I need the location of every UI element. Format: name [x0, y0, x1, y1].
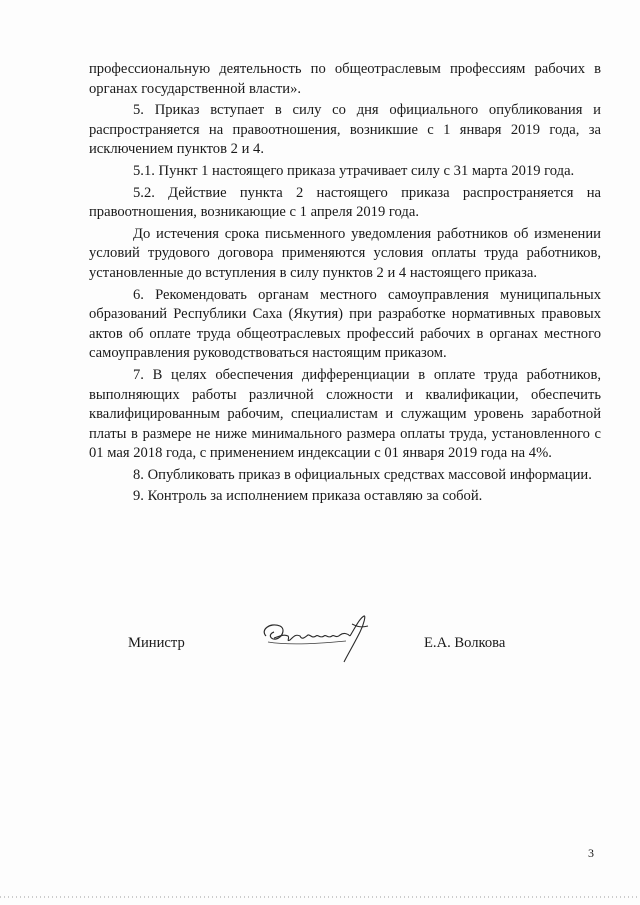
paragraph-9: 9. Контроль за исполнением приказа оставляю за собой.: [133, 488, 483, 505]
page-number: 3: [588, 846, 594, 860]
handwritten-signature: [256, 612, 374, 668]
paragraph-intro: профессиональную деятельность по общеотраслевым профессиям рабочих в органах государственной власти».: [89, 61, 601, 97]
paragraph-5: 5. Приказ вступает в силу со дня официального опубликования и распространяется на правоотношения, возникшие с 1 января 2019 года, за исключением пунктов 2 и 4.: [89, 102, 601, 158]
paragraph-5-2: 5.2. Действие пункта 2 настоящего приказа распространяется на правоотношения, возникающие с 1 апреля 2019 года.: [89, 184, 601, 221]
paragraph-5-1: 5.1. Пункт 1 настоящего приказа утрачивает силу с 31 марта 2019 года.: [133, 162, 575, 179]
signatory-title: Министр: [128, 635, 185, 651]
paragraph-notice: До истечения срока письменного уведомления работников об изменении условий трудового договора применяются условия оплаты труда работников, установленные до вступления в силу пунктов 2 и 4 настоящего приказа.: [89, 225, 601, 281]
signature-block: [128, 612, 528, 668]
paragraph-7: 7. В целях обеспечения дифференциации в оплате труда работников, выполняющих работы различной сложности и квалификации, обеспечить квалифицированным рабочим, специалистам и служащим уровень заработной платы в размере не ниже минимального размера оплаты труда, установленного с 01 мая 2018 года, с применением индексации с 01 января 2019 года на 4%.: [89, 366, 601, 462]
document-body: [89, 60, 601, 507]
paragraph-6: 6. Рекомендовать органам местного самоуправления муниципальных образований Республики Саха (Якутия) при разработке нормативных правовых актов об оплате труда общеотраслевых профессий рабочих в органах местного самоуправления руководствоваться настоящим приказом.: [89, 286, 601, 362]
signatory-name: Е.А. Волкова: [424, 635, 506, 651]
scan-edge-noise: [0, 895, 640, 899]
paragraph-8: 8. Опубликовать приказ в официальных средствах массовой информации.: [133, 466, 592, 483]
